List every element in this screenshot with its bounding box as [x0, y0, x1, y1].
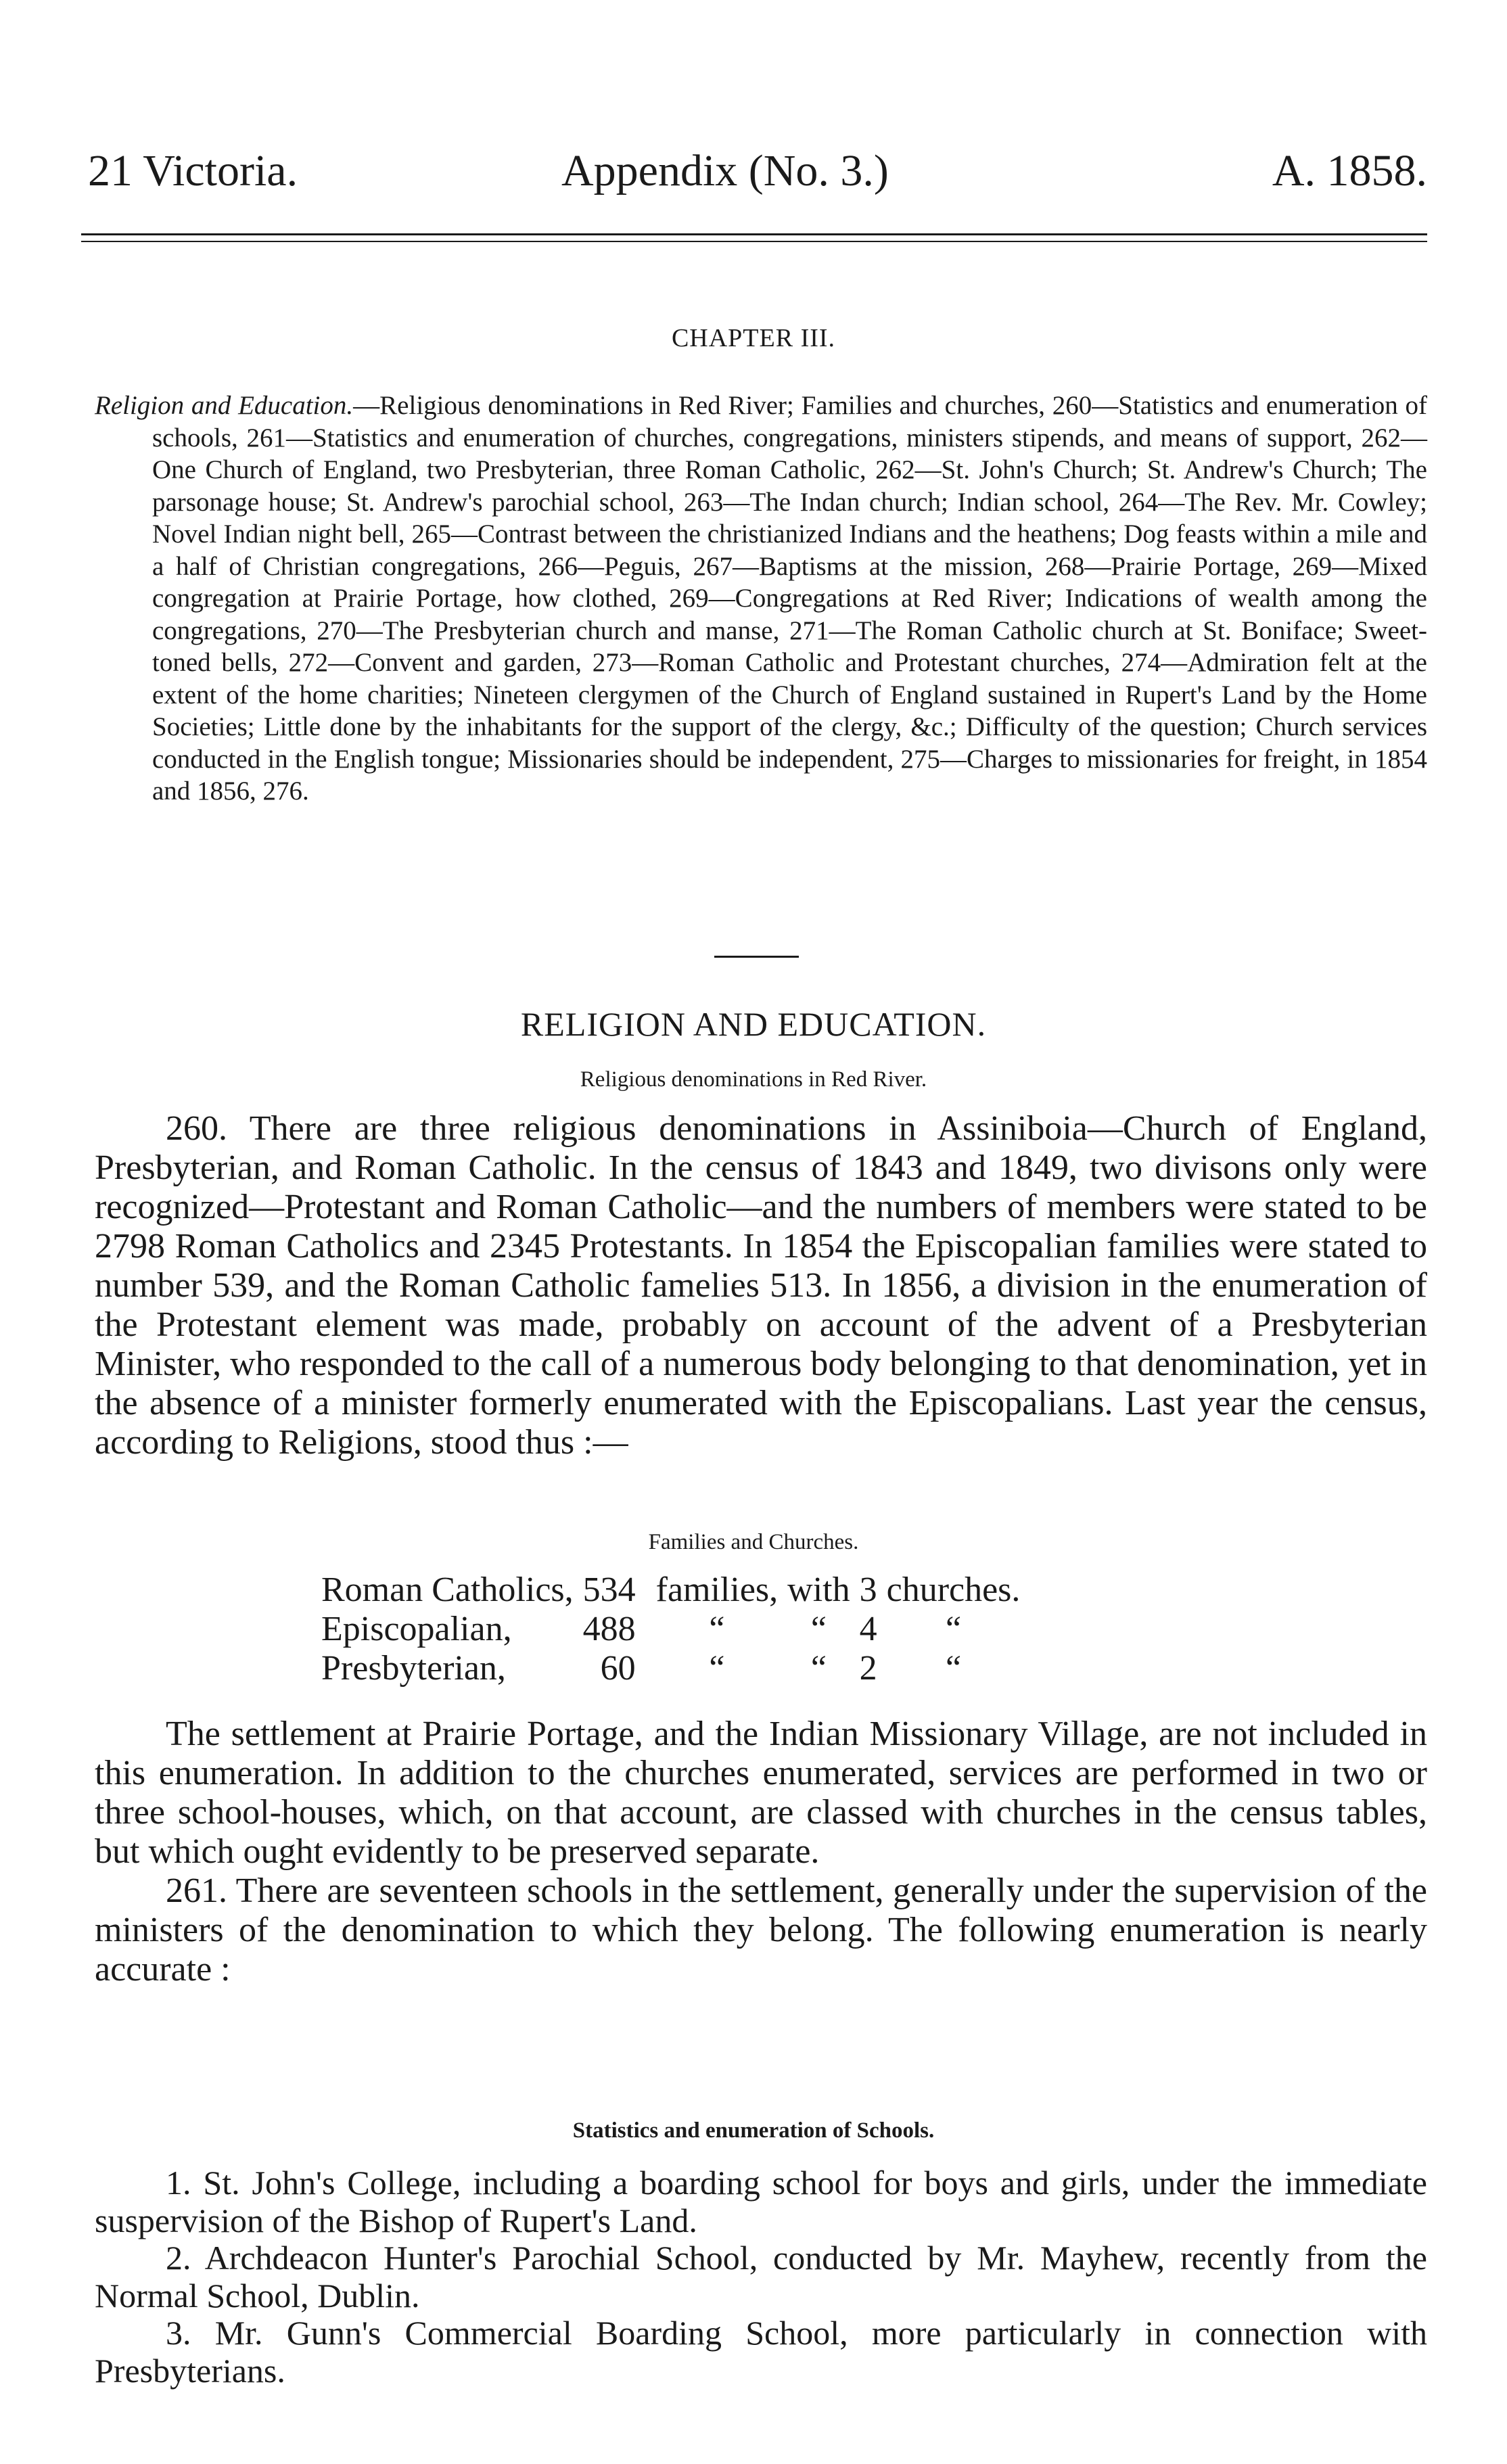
schools-list [95, 2164, 1427, 2390]
churches-cell: 3 [859, 1571, 877, 1609]
denomination-cell: Episcopalian, [321, 1610, 512, 1648]
denomination-cell: Roman Catholics, [321, 1571, 574, 1609]
header-year: A. 1858. [1272, 146, 1427, 195]
summary-lead: Religion and Education. [95, 391, 354, 420]
unit2-cell: “ [945, 1649, 962, 1688]
subheading-schools: Statistics and enumeration of Schools. [572, 2118, 935, 2143]
list-item: 3. Mr. Gunn's Commercial Boarding School, more particularly in connection with Presbyterians. [95, 2314, 1427, 2390]
header-rule [81, 233, 1427, 235]
churches-cell: 2 [859, 1649, 877, 1688]
with-cell: “ [810, 1649, 827, 1688]
table-row [321, 1649, 1029, 1688]
families-cell: 534 [582, 1571, 636, 1609]
section-title: RELIGION AND EDUCATION. [520, 1005, 987, 1043]
subheading-families: Families and Churches. [648, 1530, 859, 1554]
section-divider [714, 956, 799, 958]
chapter-title: CHAPTER III. [671, 324, 836, 352]
unit-cell: “ [709, 1649, 725, 1688]
paragraph-block-settlement [95, 1715, 1427, 1989]
unit2-cell: churches. [886, 1571, 1021, 1609]
list-item: 1. St. John's College, including a boarding school for boys and girls, under the immediate suspervision of the Bishop of Rupert's Land. [95, 2164, 1427, 2239]
families-cell: 488 [582, 1610, 636, 1648]
chapter-summary [95, 390, 1427, 808]
with-cell: “ [810, 1610, 827, 1648]
paragraph-settlement: The settlement at Prairie Portage, and the Indian Missionary Village, are not included in this enumeration. In addition to the churches enumerated, services are performed in two or three school-houses, which, on that account, are classed with churches in the census tables, but which ought evidently to be preserved separate. [95, 1715, 1427, 1871]
unit2-cell: “ [945, 1610, 962, 1648]
unit-cell: “ [709, 1610, 725, 1648]
subheading-denominations: Religious denominations in Red River. [580, 1067, 927, 1092]
denomination-cell: Presbyterian, [321, 1649, 506, 1688]
header-rule-double [81, 241, 1427, 242]
paragraph-260: 260. There are three religious denominations in Assiniboia—Church of England, Presbyterian, and Roman Catholic. In the census of 1843 and 1849, two divisons only were recognized—Protestant and Roman Catholic—and the numbers of members were stated to be 2798 Roman Catholics and 2345 Protestants. In 1854 the Episcopalian families were stated to number 539, and the Roman Catholic famelies 513. In 1856, a division in the enumeration of the Protestant element was made, probably on account of the advent of a Presbyterian Minister, who responded to the call of a numerous body belonging to that denomination, yet in the absence of a minister formerly enumerated with the Episcopalians. Last year the census, according to Religions, stood thus :— [95, 1109, 1427, 1462]
table-row [321, 1571, 1029, 1610]
families-churches-table [321, 1571, 1029, 1688]
list-item: 2. Archdeacon Hunter's Parochial School, conducted by Mr. Mayhew, recently from the Normal School, Dublin. [95, 2239, 1427, 2315]
summary-text: —Religious denominations in Red River; Families and churches, 260—Statistics and enumeration of schools, 261—Statistics and enumeration of churches, congregations, ministers stipends, and means of support, 262—One Church of England, two Presbyterian, three Roman Catholic, 262—St. John's Church; St. Andrew's Church; The parsonage house; St. Andrew's parochial school, 263—The Indan church; Indian school, 264—The Rev. Mr. Cowley; Novel Indian night bell, 265—Contrast between the christianized Indians and the heathens; Dog feasts within a mile and a half of Christian congregations, 266—Peguis, 267—Baptisms at the mission, 268—Prairie Portage, 269—Mixed congregation at Prairie Portage, how clothed, 269—Congregations at Red River; Indications of wealth among the congregations, 270—The Presbyterian church and manse, 271—The Roman Catholic church at St. Boniface; Sweet-toned bells, 272—Convent and garden, 273—Roman Catholic and Protestant churches, 274—Admiration felt at the extent of the home charities; Nineteen clergymen of the Church of England sustained in Rupert's Land by the Home Societies; Little done by the inhabitants for the support of the clergy, &c.; Difficulty of the question; Church services conducted in the English tongue; Missionaries should be independent, 275—Charges to missionaries for freight, in 1854 and 1856, 276. [152, 391, 1427, 806]
header-regnal-year: 21 Victoria. [88, 146, 298, 195]
table-row [321, 1610, 1029, 1649]
header-appendix: Appendix (No. 3.) [561, 146, 889, 195]
churches-cell: 4 [859, 1610, 877, 1648]
paragraph-261: 261. There are seventeen schools in the settlement, generally under the supervision of the ministers of the denomination to which they belong. The following enumeration is nearly accurate : [95, 1872, 1427, 1989]
unit-cell: families, [655, 1571, 779, 1609]
families-cell: 60 [600, 1649, 636, 1688]
with-cell: with [787, 1571, 850, 1609]
paragraph-260-block [95, 1109, 1427, 1462]
running-header [88, 145, 1427, 206]
